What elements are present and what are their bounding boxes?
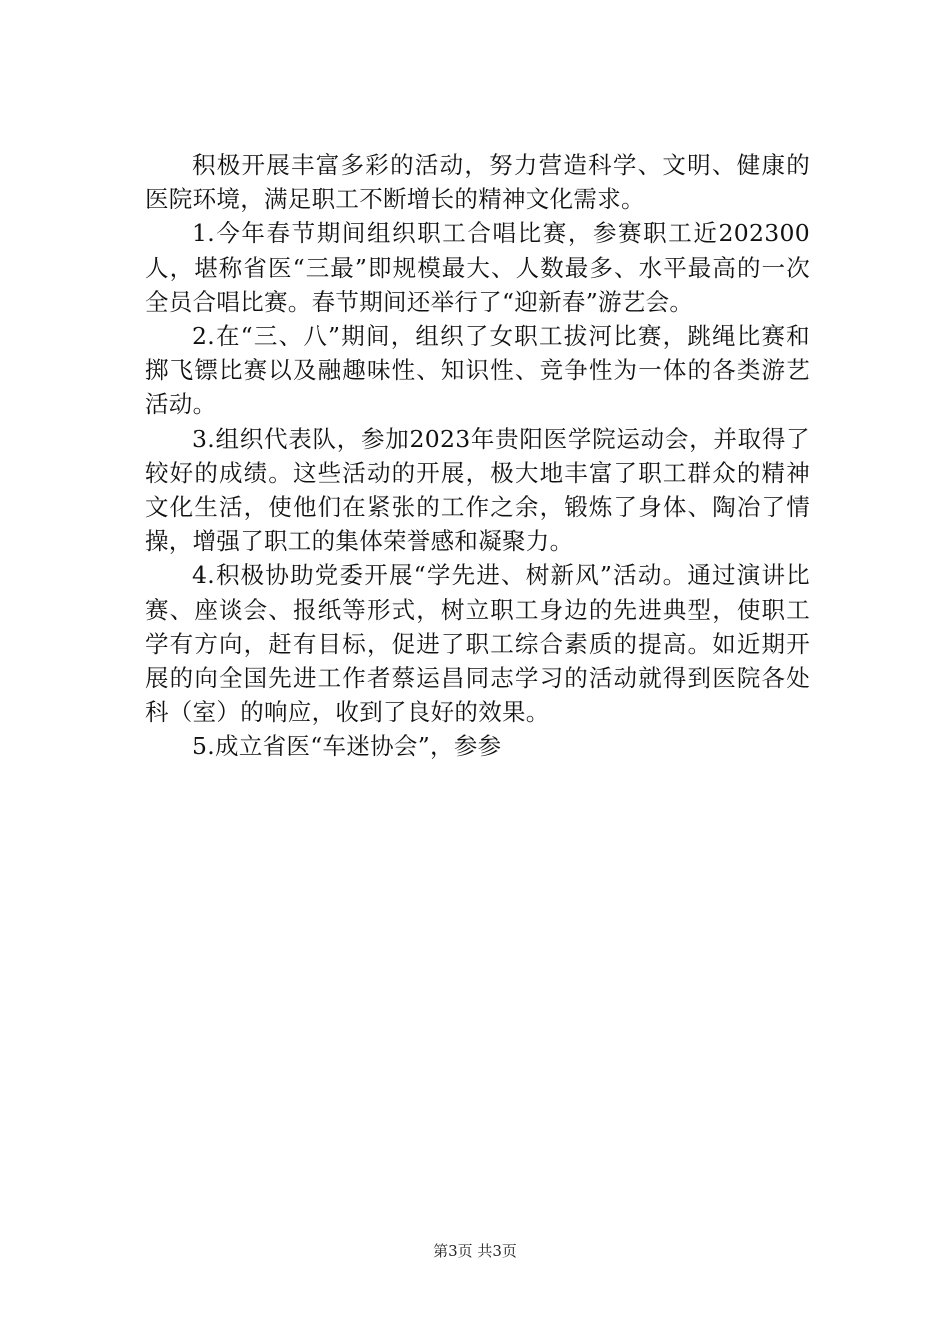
page-footer — [0, 1241, 950, 1261]
page-number-label: 第3页 共3页 — [433, 1242, 517, 1260]
paragraph-intro: 积极开展丰富多彩的活动，努力营造科学、文明、健康的医院环境，满足职工不断增长的精神文化需求。 — [145, 151, 810, 214]
paragraph-item-4: 4.积极协助党委开展“学先进、树新风”活动。通过演讲比赛、座谈会、报纸等形式，树立职工身边的先进典型，使职工学有方向，赶有目标，促进了职工综合素质的提高。如近期开展的向全国先进工作者蔡运昌同志学习的活动就得到医院各处科（室）的响应，收到了良好的效果。 — [145, 561, 810, 727]
paragraph-item-5: 5.成立省医“车迷协会”，参参 — [192, 732, 502, 761]
document-body — [145, 148, 810, 764]
paragraph-item-3: 3.组织代表队，参加2023年贵阳医学院运动会，并取得了较好的成绩。这些活动的开展，极大地丰富了职工群众的精神文化生活，使他们在紧张的工作之余，锻炼了身体、陶冶了情操，增强了职工的集体荣誉感和凝聚力。 — [145, 424, 810, 556]
paragraph-item-1: 1.今年春节期间组织职工合唱比赛，参赛职工近202300人，堪称省医“三最”即规模最大、人数最多、水平最高的一次全员合唱比赛。春节期间还举行了“迎新春”游艺会。 — [145, 219, 810, 316]
paragraph-item-2: 2.在“三、八”期间，组织了女职工拔河比赛，跳绳比赛和掷飞镖比赛以及融趣味性、知识性、竞争性为一体的各类游艺活动。 — [145, 322, 810, 419]
